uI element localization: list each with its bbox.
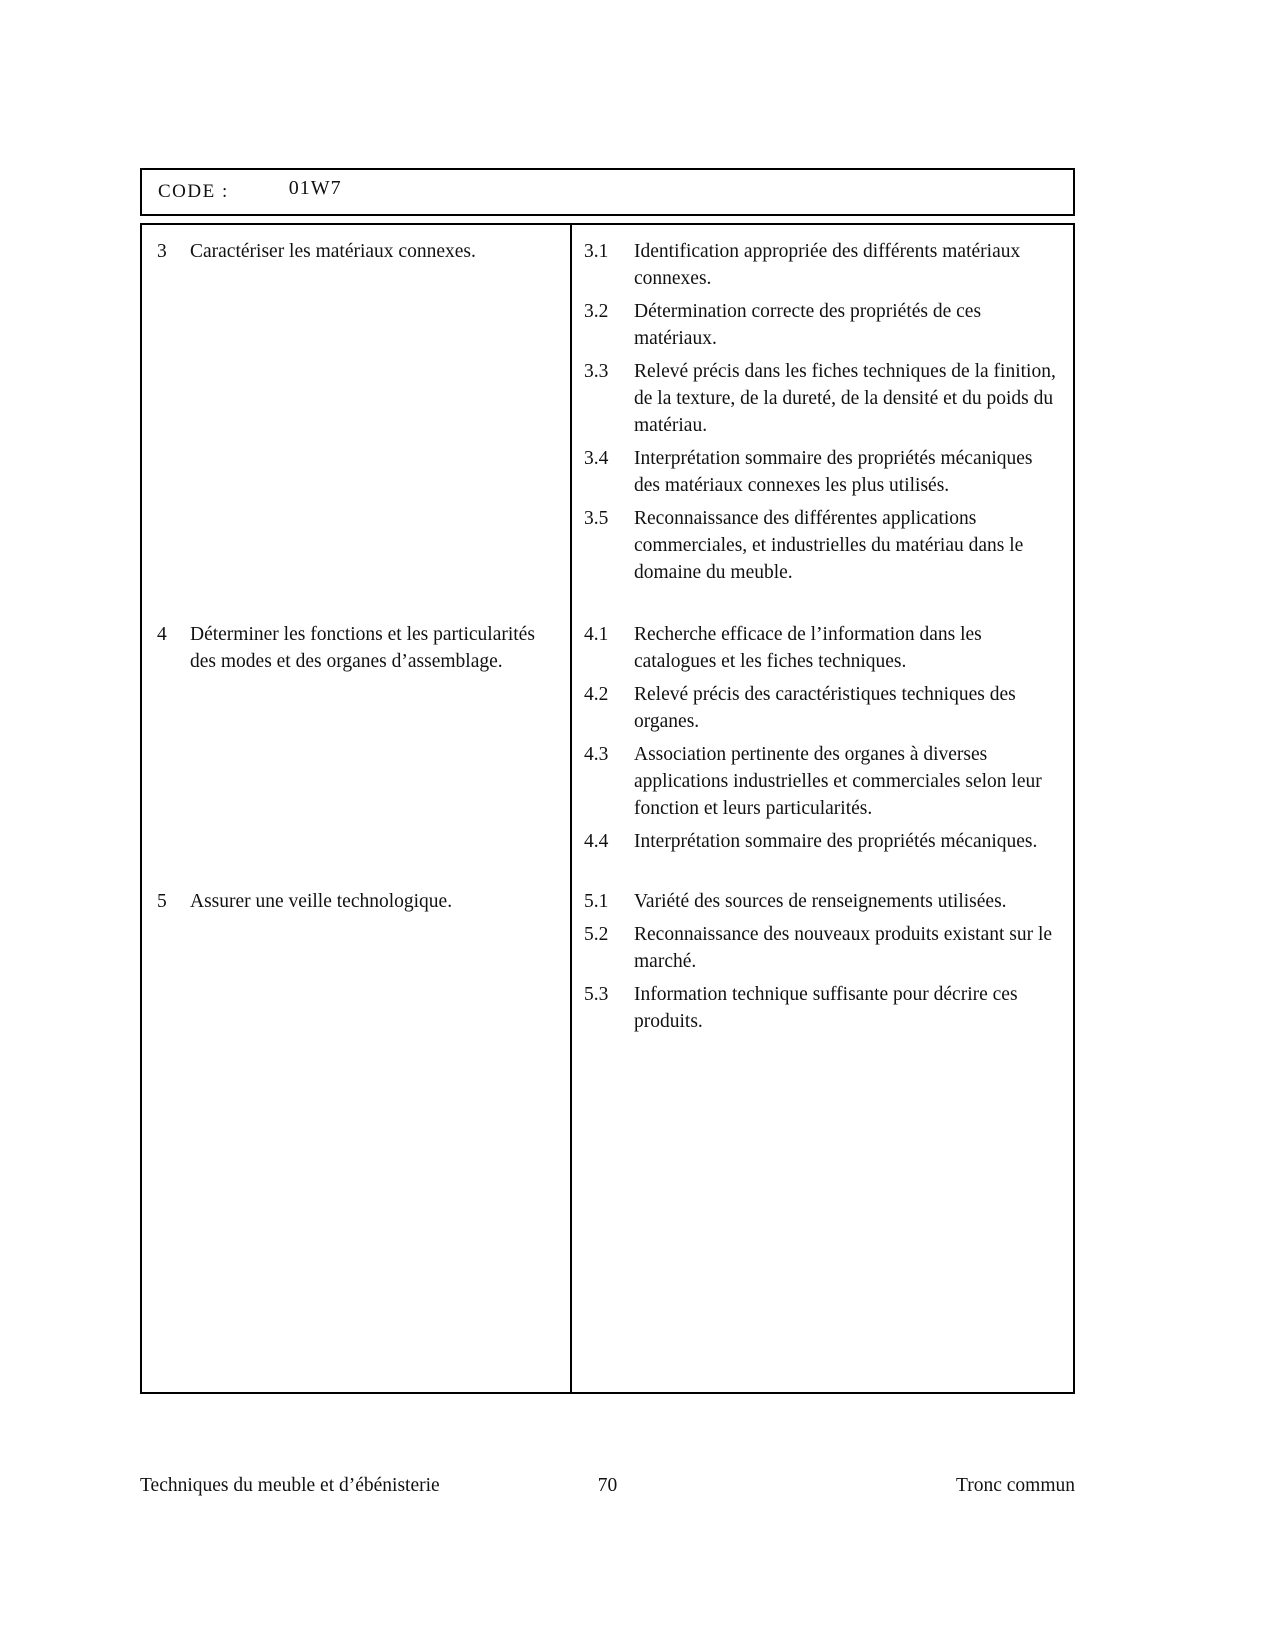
- criterion-item: [584, 445, 1059, 499]
- page-content: [140, 168, 1075, 1394]
- competency-cell: [142, 225, 572, 608]
- criterion-number: 3.5: [584, 508, 609, 529]
- criterion-item: [584, 828, 1059, 855]
- criterion-item: [584, 888, 1059, 915]
- criterion-item: [584, 238, 1059, 292]
- criterion-item: [584, 358, 1059, 439]
- criterion-text: Variété des sources de renseignements utilisées.: [634, 891, 1007, 912]
- criteria-cell: [572, 875, 1073, 1392]
- criterion-item: [584, 681, 1059, 735]
- competency-statement: [157, 621, 548, 675]
- criterion-number: 4.1: [584, 624, 609, 645]
- criterion-item: [584, 981, 1059, 1035]
- criterion-text: Interprétation sommaire des propriétés mécaniques.: [634, 831, 1038, 852]
- criterion-text: Reconnaissance des différentes applications commerciales, et industrielles du matériau dans le domaine du meuble.: [634, 508, 1024, 583]
- criterion-text: Détermination correcte des propriétés de ces matériaux.: [634, 301, 982, 349]
- competency-number: 3: [157, 241, 167, 262]
- criterion-number: 5.3: [584, 984, 609, 1005]
- criterion-number: 3.1: [584, 241, 609, 262]
- criterion-number: 4.2: [584, 684, 609, 705]
- code-label: CODE :: [158, 181, 229, 202]
- criterion-text: Relevé précis des caractéristiques techniques des organes.: [634, 684, 1016, 732]
- footer-document-title: Techniques du meuble et d’ébénisterie: [140, 1475, 440, 1496]
- table-row-competency-3: [142, 225, 1073, 608]
- competency-text: Déterminer les fonctions et les particularités des modes et des organes d’assemblage.: [190, 624, 535, 672]
- competency-text: Assurer une veille technologique.: [190, 891, 453, 912]
- criteria-cell: [572, 225, 1073, 608]
- criterion-text: Relevé précis dans les fiches techniques de la finition, de la texture, de la dureté, de la densité et du poids du matériau.: [634, 361, 1056, 436]
- competency-text: Caractériser les matériaux connexes.: [190, 241, 476, 262]
- competency-statement: [157, 238, 548, 265]
- criterion-number: 3.2: [584, 301, 609, 322]
- criterion-number: 4.3: [584, 744, 609, 765]
- criterion-text: Information technique suffisante pour décrire ces produits.: [634, 984, 1018, 1032]
- criterion-text: Interprétation sommaire des propriétés mécaniques des matériaux connexes les plus utilisés.: [634, 448, 1033, 496]
- criterion-item: [584, 741, 1059, 822]
- criterion-text: Association pertinente des organes à diverses applications industrielles et commerciales selon leur fonction et leurs particularités.: [634, 744, 1042, 819]
- criterion-item: [584, 505, 1059, 586]
- code-value: 01W7: [288, 176, 342, 199]
- criterion-number: 5.2: [584, 924, 609, 945]
- competency-number: 5: [157, 891, 167, 912]
- criterion-item: [584, 621, 1059, 675]
- criteria-cell: [572, 608, 1073, 875]
- page-number: 70: [597, 1475, 618, 1496]
- competency-cell: [142, 875, 572, 1392]
- competency-number: 4: [157, 624, 167, 645]
- footer-section-label: Tronc commun: [956, 1475, 1075, 1496]
- criterion-number: 5.1: [584, 891, 609, 912]
- competency-table: [140, 223, 1075, 1394]
- criterion-text: Recherche efficace de l’information dans les catalogues et les fiches techniques.: [634, 624, 982, 672]
- competency-statement: [157, 888, 548, 915]
- criterion-number: 4.4: [584, 831, 609, 852]
- table-row-competency-5: [142, 875, 1073, 1392]
- criterion-item: [584, 921, 1059, 975]
- page-footer: [140, 1475, 1075, 1497]
- code-box: [140, 168, 1075, 216]
- criterion-number: 3.4: [584, 448, 609, 469]
- criterion-text: Identification appropriée des différents matériaux connexes.: [634, 241, 1021, 289]
- table-row-competency-4: [142, 608, 1073, 875]
- criterion-text: Reconnaissance des nouveaux produits existant sur le marché.: [634, 924, 1053, 972]
- competency-cell: [142, 608, 572, 875]
- criterion-item: [584, 298, 1059, 352]
- criterion-number: 3.3: [584, 361, 609, 382]
